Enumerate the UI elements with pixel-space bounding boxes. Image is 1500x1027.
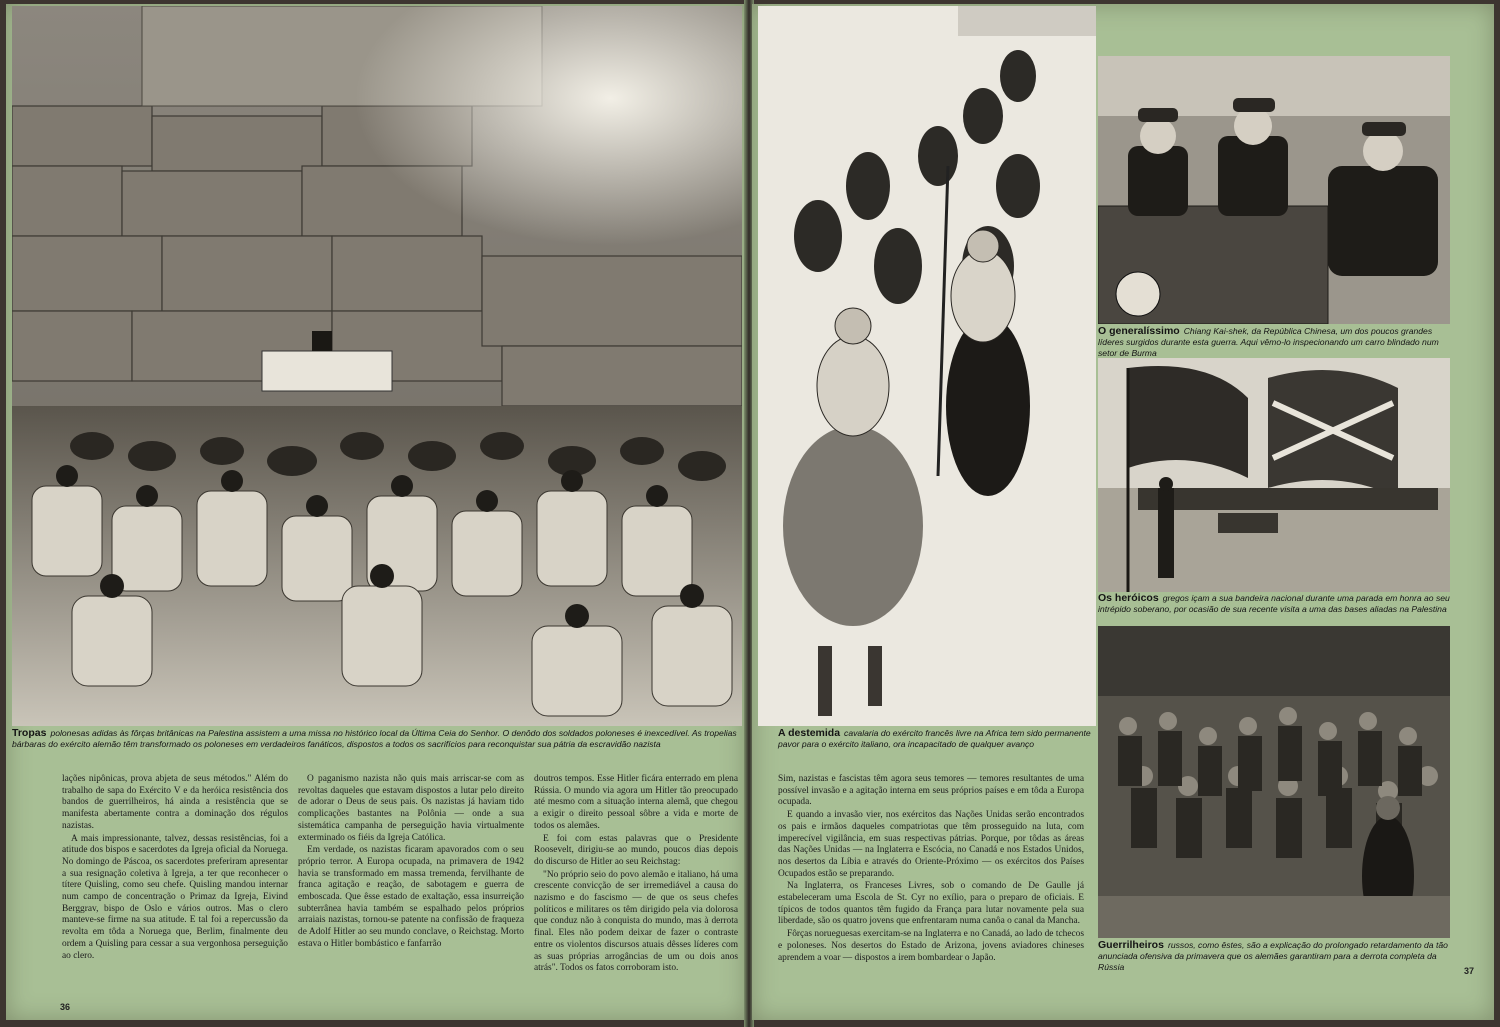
left-page <box>6 4 746 1020</box>
text-column-2 <box>298 774 524 951</box>
paragraph: E foi com estas palavras que o Presidente Roosevelt, dirigiu-se ao mundo, poucos dias depois do discurso de Hitler ao seu Reichstag: <box>534 833 738 867</box>
photo-cavalry <box>758 6 1096 726</box>
page-number: 37 <box>1463 966 1474 976</box>
caption-polish-mass <box>12 728 744 750</box>
paragraph: Na Inglaterra, os Franceses Livres, sob o comando de De Gaulle já estabeleceram uma Escola de St. Cyr no exílio, para o preparo de oficiais. E típicos de todos quantos têm fugido da França para lutar novamente pela sua liberdade, são os quatro jovens que enfrentaram numa canôa o canal da Mancha. <box>778 881 1084 927</box>
text-column-4 <box>778 774 1084 964</box>
photo-russian-guerrillas <box>1098 626 1450 938</box>
caption-text: Chiang Kai-shek, da República Chinesa, um dos poucos grandes líderes surgidos durante esta guerra. Aqui vêmo-lo inspecionando um carro blindado num setor de Burma <box>1098 326 1439 358</box>
paragraph: A mais impressionante, talvez, dessas resistências, foi a atitude dos bispos e sacerdotes da Igreja oficial da Noruega. No domingo de Páscoa, os sacerdotes preferiram apresentar a sua resignação coletiva à Igreja, a ter que reconhecer o títere Quisling, como seu chefe. Quisling mandou internar num campo de concentração o Primaz da Igreja, Eivind Berggrav, bispo de Oslo e vários outros. Mas o clero manteve-se firme na sua atitude. E tal foi a repercussão da revolta em tôda a Noruega que, Berlim, finalmente deu ordem a Quisling para cessar a sua vergonhosa perseguição ao clero. <box>62 833 288 961</box>
photo-polish-mass <box>12 6 742 726</box>
caption-lead: Os heróicos <box>1098 592 1159 604</box>
caption-lead: Tropas <box>12 727 47 739</box>
paragraph: Em verdade, os nazistas ficaram apavorados com o seu próprio terror. A Europa ocupada, na primavera de 1942 havia se transformado em massa tremenda, fervilhante de franca agitação e reação, de sabotagem e guerra de emboscada. Que êsse estado de exaltação, essa insurreição subterrânea havia também se espalhado pelos próprios arraiais nazistas, tornou-se patente na confissão de fraqueza de Adolf Hitler ao seu mundo conclave, o Reichstag. Morto estava o Hitler bombástico e fanfarrão <box>298 845 524 949</box>
caption-lead: O generalíssimo <box>1098 325 1180 337</box>
caption-chiang <box>1098 326 1450 359</box>
photo-greek-flag <box>1098 358 1450 592</box>
caption-text: russos, como êstes, são a explicação do prolongado retardamento da tão anunciada ofensiva da primavera que os alemães garantiram para a derrota completa da Rússia <box>1098 940 1448 972</box>
paragraph: lações nipônicas, prova abjeta de seus métodos." Além do trabalho de sapa do Exército V e da heróica resistência dos bandos de guerrilheiros, há ainda a resistência que se manifesta abertamente contra a dominação dos régulos nazistas. <box>62 774 288 831</box>
caption-greek-flag <box>1098 593 1450 615</box>
right-page <box>752 4 1494 1020</box>
paragraph: Fôrças norueguesas exercitam-se na Inglaterra e no Canadá, ao lado de tchecos e poloneses. Nos desertos do Estado de Arizona, jovens aviadores chineses aprendem a voar — dispostos a irem bombardear o Japão. <box>778 929 1084 963</box>
caption-guerrillas <box>1098 940 1450 973</box>
paragraph: E quando a invasão vier, nos exércitos das Nações Unidas serão encontrados os pais e irmãos daqueles compatriotas que têm prosseguido na luta, com imperecível vigilância, em suas respectivas pátrias. Porque, por tôdas as áreas das Nações Unidas — na Inglaterra e Escócia, no Canadá e nos Estados Unidos, nos desertos da Líbia e através do Oriente-Próximo — os exércitos dos Países Ocupados estão se preparando. <box>778 810 1084 879</box>
caption-text: gregos içam a sua bandeira nacional durante uma parada em honra ao seu intrépido soberano, por ocasião de sua recente visita a uma das bases aliadas na Palestina <box>1098 593 1450 614</box>
caption-text: cavalaria do exército francês livre na Africa tem sido permanente pavor para o exército italiano, ora incapacitado de qualquer avanço <box>778 728 1091 749</box>
caption-lead: A destemida <box>778 727 841 739</box>
paragraph: Sim, nazistas e fascistas têm agora seus temores — temores resultantes de uma possível invasão e a agitação interna em seus próprios países e em tôda a Europa ocupada. <box>778 774 1084 808</box>
photo-chiang-kai-shek <box>1098 56 1450 324</box>
paragraph: "No próprio seio do povo alemão e italiano, há uma crescente convicção de ser irremediável a causa do nazismo e do fascismo — de que os seus chefes políticos e militares os têm dirigido pela via dolorosa que conduz não à conquista do mundo, mas à derrota final. Eles não podem deixar de fazer o contraste entre os violentos discursos atuais dêsses líderes com as suas próprias arrogâncias de um ou dois anos atrás". Todos os fatos corroboram isto. <box>534 869 738 974</box>
caption-cavalry <box>778 728 1094 750</box>
paragraph: doutros tempos. Esse Hitler ficára enterrado em plena Rússia. O mundo via agora um Hitler tão preocupado até mesmo com a situação interna alemã, que chegou a exigir o direito pessoal sôbre a vida e morte de todos os alemães. <box>534 774 738 831</box>
page-number: 36 <box>60 1002 71 1012</box>
paragraph: O paganismo nazista não quis mais arriscar-se com as revoltas daqueles que estavam dispostos a lutar pelo direito de adorar o Deus de seus pais. Os nazistas já haviam tido complicações bastantes na Polônia — onde a sua sistemática campanha de perseguição havia virtualmente exterminado os fiéis da Igreja Católica. <box>298 774 524 843</box>
caption-text: polonesas adidas às fôrças britânicas na Palestina assistem a uma missa no histórico local da Última Ceia do Senhor. O denôdo dos soldados poloneses é inexcedível. As tropelias bárbaras do exército alemão têm transformado os poloneses em verdadeiros fanáticos, dispostos a todos os sacrifícios para reconquistar sua pátria da escravidão nazista <box>12 728 737 749</box>
text-column-3 <box>534 774 738 975</box>
text-column-1 <box>62 774 288 962</box>
caption-lead: Guerrilheiros <box>1098 939 1164 951</box>
